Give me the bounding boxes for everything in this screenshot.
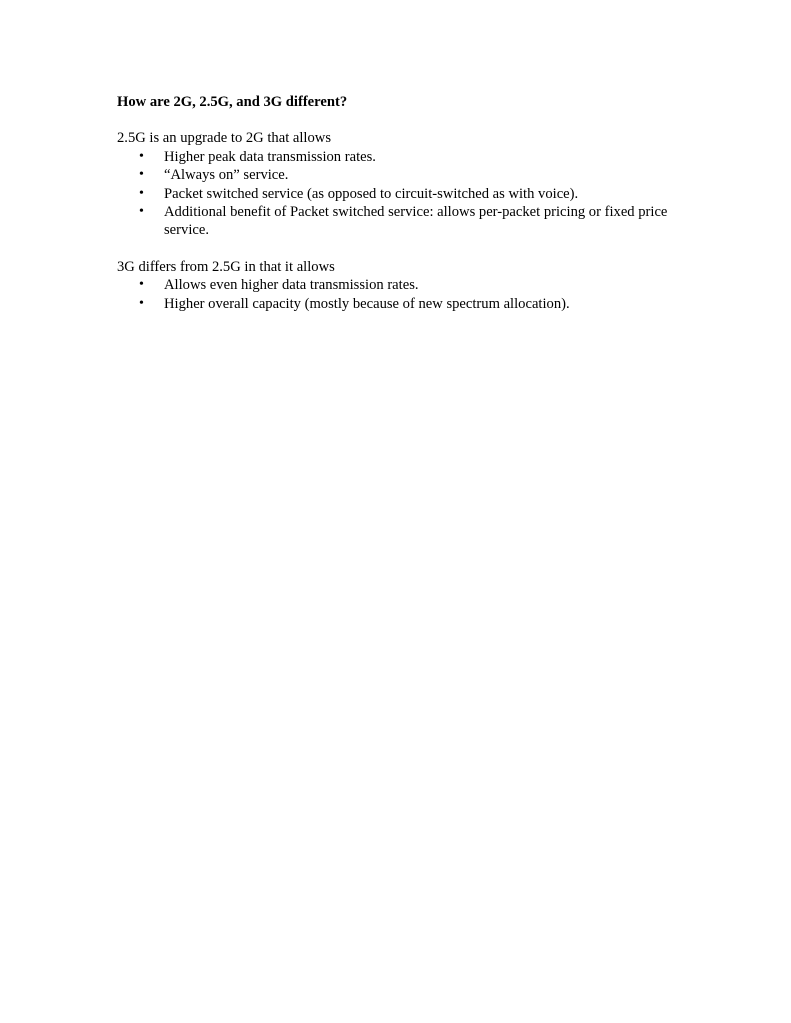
bullet-icon: • — [139, 277, 144, 293]
bullet-list — [117, 276, 697, 313]
bullet-icon: • — [139, 148, 144, 164]
list-item-text: “Always on” service. — [164, 167, 289, 184]
bullet-icon: • — [139, 295, 144, 311]
section-3g — [117, 258, 697, 313]
list-item-text: Additional benefit of Packet switched service: allows per-packet pricing or fixed price service. — [164, 204, 668, 239]
list-item — [117, 185, 697, 203]
list-item — [117, 203, 697, 240]
list-item-text: Higher peak data transmission rates. — [164, 148, 376, 165]
section-intro: 3G differs from 2.5G in that it allows — [117, 258, 335, 275]
list-item-text: Allows even higher data transmission rates. — [164, 277, 419, 294]
document-heading: How are 2G, 2.5G, and 3G different? — [117, 94, 348, 110]
bullet-icon: • — [139, 167, 144, 183]
section-2-5g — [117, 129, 697, 239]
list-item — [117, 276, 697, 294]
list-item-text: Higher overall capacity (mostly because of new spectrum allocation). — [164, 295, 570, 312]
bullet-icon: • — [139, 185, 144, 201]
bullet-list — [117, 148, 697, 240]
bullet-icon: • — [139, 204, 144, 220]
list-item — [117, 295, 697, 313]
document-body — [117, 93, 697, 313]
section-intro: 2.5G is an upgrade to 2G that allows — [117, 130, 332, 147]
list-item-text: Packet switched service (as opposed to circuit-switched as with voice). — [164, 185, 579, 202]
list-item — [117, 166, 697, 184]
list-item — [117, 148, 697, 166]
